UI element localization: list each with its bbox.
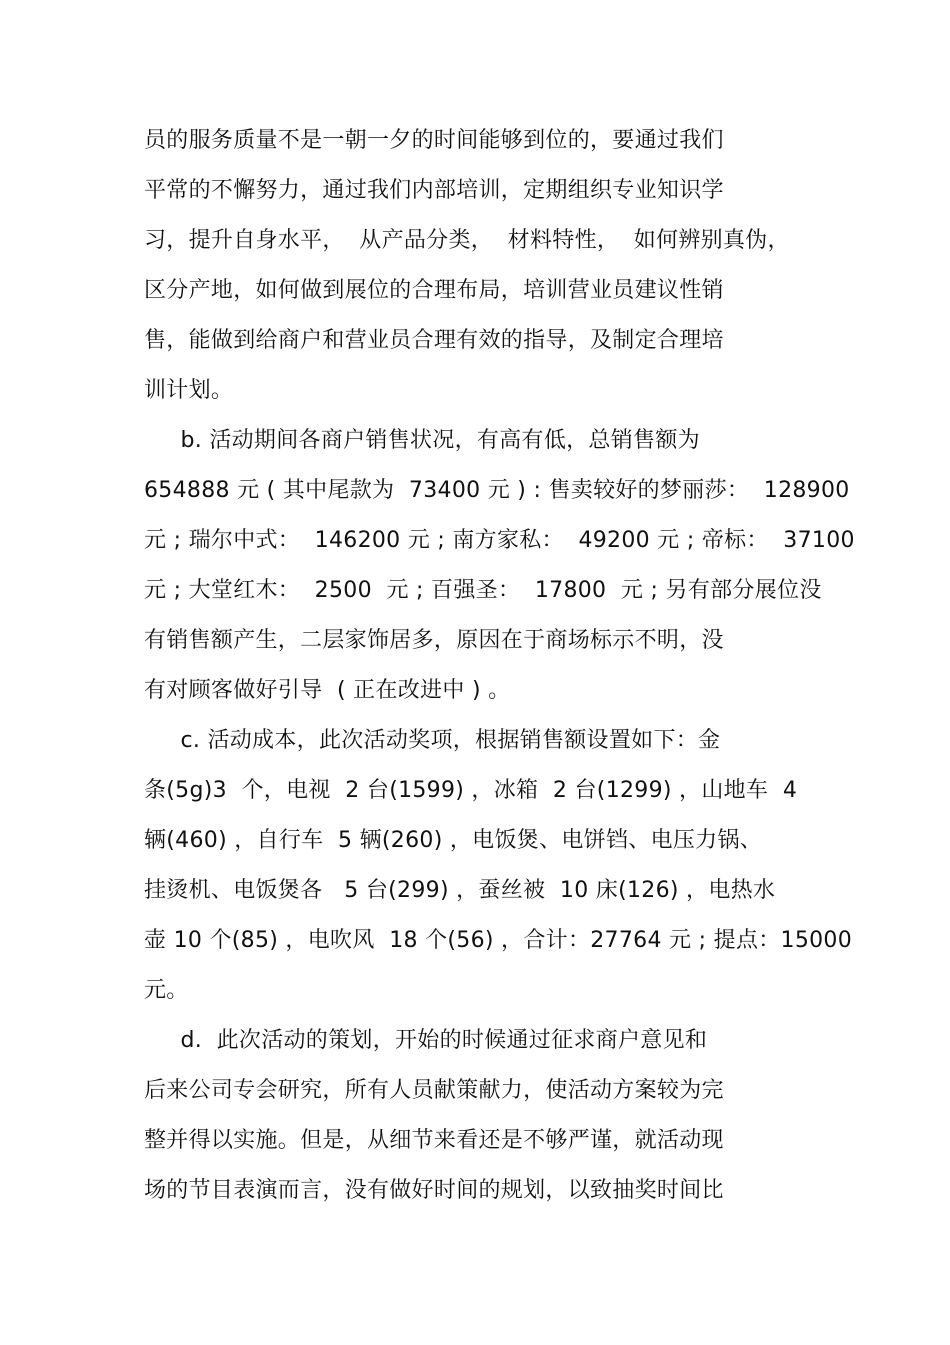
text-line: 元 ; 大堂红木： 2500 元 ; 百强圣： 17800 元 ; 另有部分展位没 xyxy=(144,578,822,603)
text-line: 习，提升自身水平， 从产品分类， 材料特性， 如何辨别真伪， xyxy=(144,228,790,253)
text-line: 654888 元 ( 其中尾款为 73400 元 ) : 售卖较好的梦丽莎： 128900 xyxy=(144,478,850,503)
text-line: 辆(460) ，自行车 5 辆(260) ，电饭煲、电饼铛、电压力锅、 xyxy=(144,828,763,853)
text-line: 平常的不懈努力，通过我们内部培训，定期组织专业知识学 xyxy=(144,178,724,203)
text-line: 有销售额产生，二层家饰居多，原因在于商场标示不明，没 xyxy=(144,628,724,653)
text-line: 元 ; 瑞尔中式： 146200 元 ; 南方家私： 49200 元 ; 帝标： 37100 xyxy=(144,528,855,553)
text-line: 员的服务质量不是一朝一夕的时间能够到位的，要通过我们 xyxy=(144,128,724,153)
text-line: 壶 10 个(85) ，电吹风 18 个(56) ，合计：27764 元 ; 提点：15000 xyxy=(144,928,853,953)
paragraph-c-start: c. 活动成本，此次活动奖项，根据销售额设置如下：金 xyxy=(144,728,721,753)
text-line: 条(5g)3 个，电视 2 台(1599) ，冰箱 2 台(1299) ，山地车 4 xyxy=(144,778,798,803)
text-line: 售，能做到给商户和营业员合理有效的指导，及制定合理培 xyxy=(144,328,724,353)
text-line: 后来公司专会研究，所有人员献策献力，使活动方案较为完 xyxy=(144,1078,724,1103)
text-line: 场的节目表演而言，没有做好时间的规划，以致抽奖时间比 xyxy=(144,1178,724,1203)
text-line: 整并得以实施。但是，从细节来看还是不够严谨，就活动现 xyxy=(144,1128,724,1153)
text-line: 元。 xyxy=(144,978,189,1003)
text-line: 区分产地，如何做到展位的合理布局，培训营业员建议性销 xyxy=(144,278,724,303)
paragraph-d-start: d. 此次活动的策划，开始的时候通过征求商户意见和 xyxy=(144,1028,708,1053)
text-line: 有对顾客做好引导 ( 正在改进中 ) 。 xyxy=(144,678,511,703)
text-line: 挂烫机、电饭煲各 5 台(299) ，蚕丝被 10 床(126) ，电热水 xyxy=(144,878,776,903)
text-line: 训计划。 xyxy=(144,378,234,403)
paragraph-b-start: b. 活动期间各商户销售状况，有高有低，总销售额为 xyxy=(144,428,700,453)
